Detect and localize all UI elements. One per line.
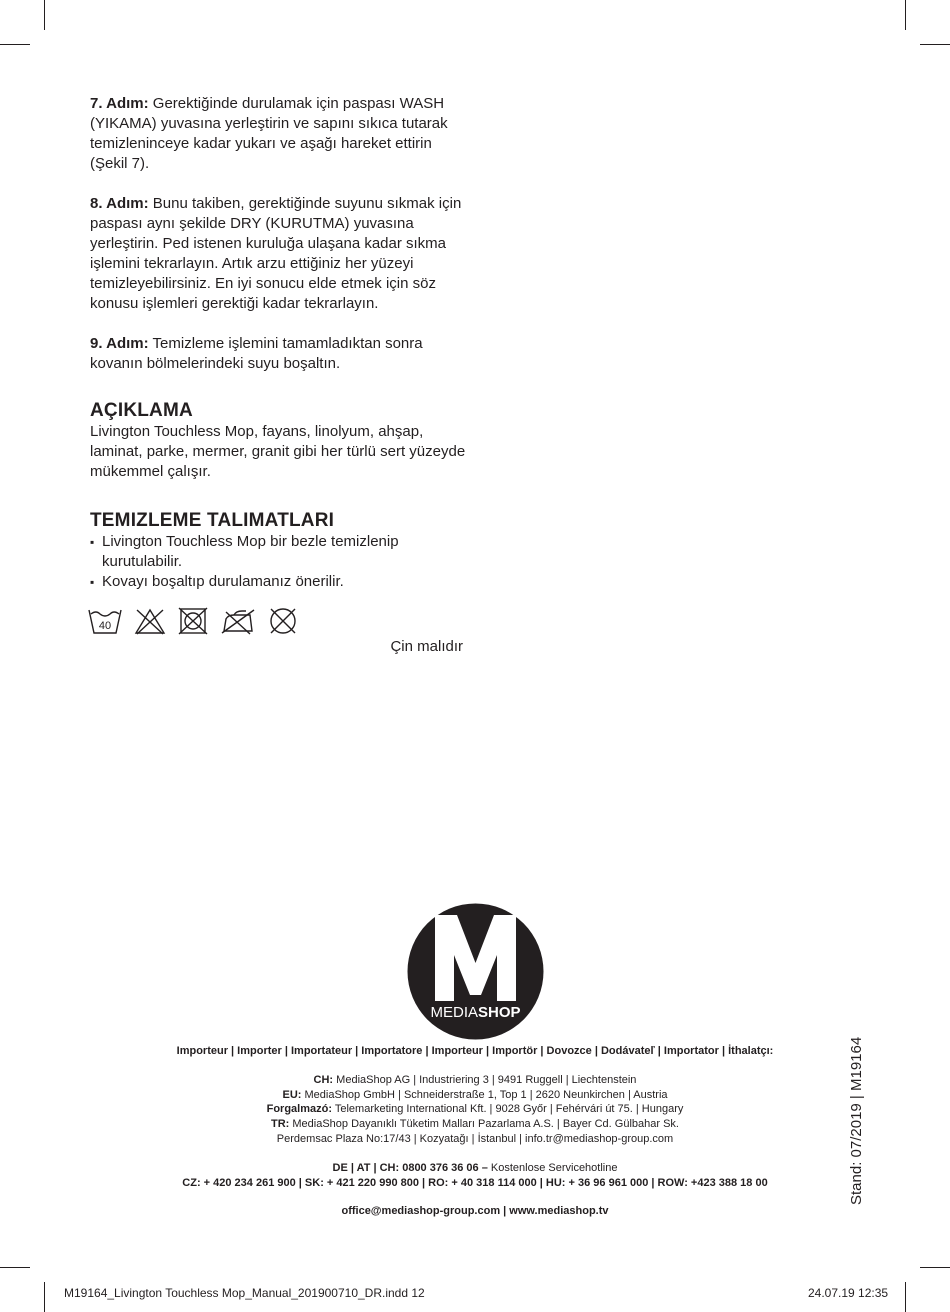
cleaning-list xyxy=(90,532,470,592)
crop-mark xyxy=(0,1267,30,1268)
slug-date: 24.07.19 12:35 xyxy=(808,1286,889,1300)
step-8: 8. Adım: Bunu takiben, gerektiğinde suyunu sıkmak için paspası aynı şekilde DRY (KURUTMA) yuvasına yerleştirin. Ped istenen kuruluğa ulaşana kadar sıkma işlemini tekrarlayın. Artık arzu ettiğiniz her yüzeyi temizleyebilirsiniz. En iyi sonucu elde etmek için söz konusu işlemleri gerektiği kadar tekrarlayın. xyxy=(90,195,462,312)
svg-text:MEDIASHOP: MEDIASHOP xyxy=(430,1004,521,1021)
step-9: 9. Adım: Temizleme işlemini tamamladıktan sonra kovanın bölmelerindeki suyu boşaltın. xyxy=(90,335,423,372)
mediashop-logo xyxy=(407,903,544,1040)
crop-mark xyxy=(44,0,45,30)
importer-eu: EU: MediaShop GmbH | Schneiderstraße 1, Top 1 | 2620 Neunkirchen | Austria xyxy=(282,1088,668,1101)
wash-40-icon xyxy=(88,607,122,635)
importer-header: Importeur | Importer | Importateur | Importatore | Importeur | Importör | Dovozce | Dodávateľ | Importator | İthalatçı: xyxy=(176,1045,774,1057)
instructions-column xyxy=(90,94,470,592)
crop-mark xyxy=(44,1282,45,1312)
crop-mark xyxy=(920,44,950,45)
importer-tr-address: Perdemsac Plaza No:17/43 | Kozyatağı | İstanbul | info.tr@mediashop-group.com xyxy=(276,1132,674,1145)
origin-note: Çin malıdır xyxy=(390,638,463,655)
no-iron-icon xyxy=(220,607,256,635)
svg-text:40: 40 xyxy=(98,620,112,632)
no-dry-clean-icon xyxy=(268,607,298,635)
importer-block xyxy=(90,1044,860,1219)
crop-mark xyxy=(905,1282,906,1312)
hotline: DE | AT | CH: 0800 376 36 06 – Kostenlose Servicehotline xyxy=(332,1161,618,1174)
crop-mark xyxy=(0,44,30,45)
description-heading: AÇIKLAMA xyxy=(90,400,193,421)
description-text: Livington Touchless Mop, fayans, linolyum, ahşap, laminat, parke, mermer, granit gibi her türlü sert yüzeyde mükemmel çalışır. xyxy=(90,423,466,480)
phone-numbers: CZ: + 420 234 261 900 | SK: + 421 220 990 800 | RO: + 40 318 114 000 | HU: + 36 96 961 000 | ROW: +423 388 18 00 xyxy=(182,1176,768,1189)
importer-hu: Forgalmazó: Telemarketing International Kft. | 9028 Győr | Fehérvári út 75. | Hungary xyxy=(266,1103,684,1116)
crop-mark xyxy=(905,0,906,30)
slug-filename: M19164_Livington Touchless Mop_Manual_201900710_DR.indd 12 xyxy=(64,1286,425,1300)
care-symbols xyxy=(88,606,298,636)
step-7: 7. Adım: Gerektiğinde durulamak için paspası WASH (YIKAMA) yuvasına yerleştirin ve sapını sıkıca tutarak temizleninceye kadar yukarı ve aşağı hareket ettirin (Şekil 7). xyxy=(90,95,448,172)
importer-tr: TR: MediaShop Dayanıklı Tüketim Malları Pazarlama A.S. | Bayer Cd. Gülbahar Sk. xyxy=(271,1118,679,1131)
no-tumble-dry-icon xyxy=(178,607,208,635)
no-bleach-icon xyxy=(134,607,166,635)
stand-label: Stand: 07/2019 | M19164 xyxy=(848,1036,865,1205)
web-contact: office@mediashop-group.com | www.mediashop.tv xyxy=(341,1205,609,1218)
list-item: ▪ Kovayı boşaltıp durulamanız önerilir. xyxy=(90,572,470,592)
crop-mark xyxy=(920,1267,950,1268)
importer-ch: CH: MediaShop AG | Industriering 3 | 9491 Ruggell | Liechtenstein xyxy=(313,1073,637,1086)
list-item: ▪ Livington Touchless Mop bir bezle temizlenip kurutulabilir. xyxy=(90,532,470,572)
cleaning-heading: TEMIZLEME TALIMATLARI xyxy=(90,510,335,531)
